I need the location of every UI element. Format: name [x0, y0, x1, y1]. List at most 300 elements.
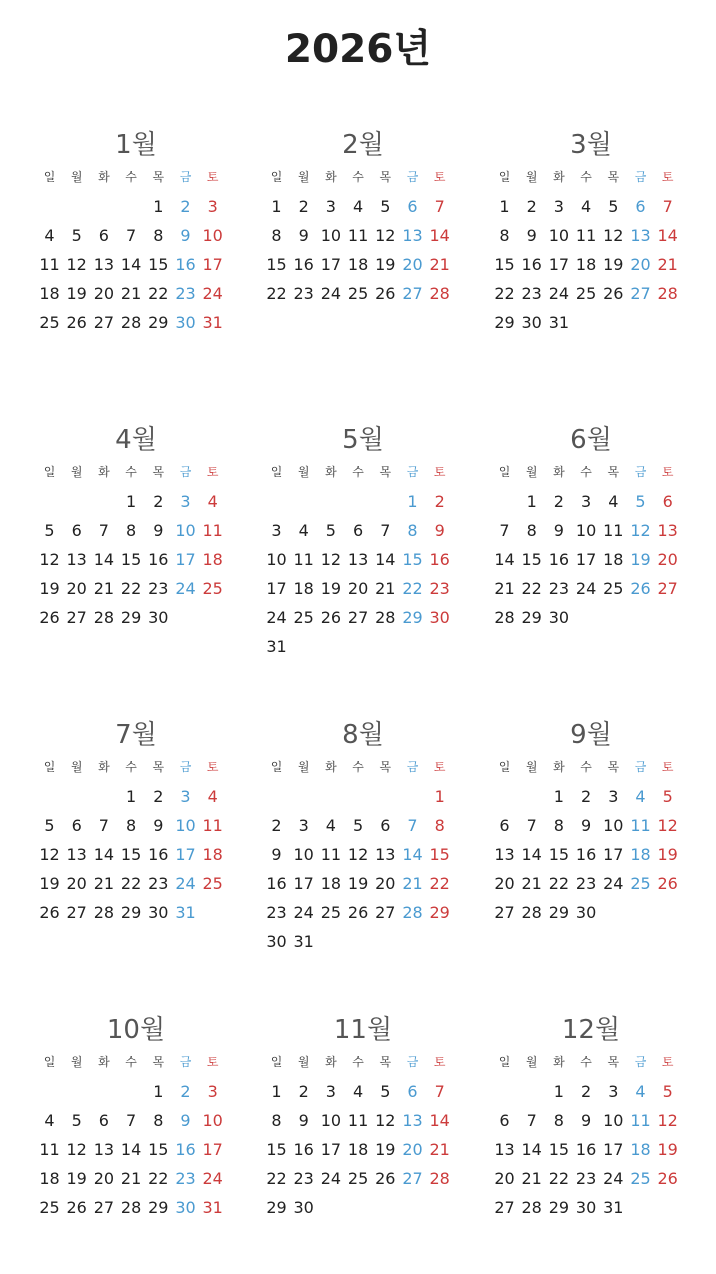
- day-cell[interactable]: 25: [347, 284, 369, 303]
- day-cell[interactable]: 18: [39, 284, 60, 303]
- day-cell[interactable]: 5: [71, 1111, 82, 1130]
- day-cell[interactable]: 13: [93, 255, 115, 274]
- day-cell[interactable]: 15: [266, 1140, 287, 1159]
- day-cell[interactable]: 23: [148, 874, 169, 893]
- day-cell[interactable]: 23: [175, 1169, 196, 1188]
- day-cell[interactable]: 2: [298, 197, 309, 216]
- day-cell[interactable]: 20: [494, 874, 515, 893]
- day-cell[interactable]: 13: [347, 550, 369, 569]
- day-cell[interactable]: 15: [521, 550, 542, 569]
- day-cell[interactable]: 11: [39, 1140, 60, 1159]
- day-cell[interactable]: 10: [320, 1111, 342, 1130]
- day-cell[interactable]: 28: [429, 1169, 450, 1188]
- day-cell[interactable]: 2: [298, 1082, 309, 1101]
- day-cell[interactable]: 5: [380, 197, 391, 216]
- day-cell[interactable]: 15: [548, 845, 570, 864]
- day-cell[interactable]: 27: [93, 313, 115, 332]
- day-cell[interactable]: 30: [175, 1198, 196, 1217]
- day-cell[interactable]: 16: [175, 255, 196, 274]
- day-cell[interactable]: 18: [202, 550, 223, 569]
- day-cell[interactable]: 17: [603, 845, 624, 864]
- day-cell[interactable]: 9: [298, 226, 309, 245]
- day-cell[interactable]: 4: [635, 787, 646, 806]
- day-cell[interactable]: 25: [630, 874, 651, 893]
- day-cell[interactable]: 18: [630, 845, 651, 864]
- day-cell[interactable]: 14: [402, 845, 423, 864]
- day-cell[interactable]: 17: [266, 579, 287, 598]
- day-cell[interactable]: 11: [202, 816, 223, 835]
- day-cell[interactable]: 9: [526, 226, 537, 245]
- day-cell[interactable]: 9: [153, 521, 164, 540]
- day-cell[interactable]: 28: [120, 1198, 142, 1217]
- day-cell[interactable]: 22: [548, 874, 570, 893]
- day-cell[interactable]: 21: [402, 874, 423, 893]
- day-cell[interactable]: 13: [630, 226, 651, 245]
- day-cell[interactable]: 18: [39, 1169, 60, 1188]
- day-cell[interactable]: 29: [494, 313, 515, 332]
- day-cell[interactable]: 11: [320, 845, 342, 864]
- day-cell[interactable]: 29: [429, 903, 450, 922]
- day-cell[interactable]: 14: [657, 226, 678, 245]
- day-cell[interactable]: 29: [548, 903, 570, 922]
- day-cell[interactable]: 14: [429, 226, 450, 245]
- day-cell[interactable]: 22: [402, 579, 423, 598]
- day-cell[interactable]: 4: [298, 521, 309, 540]
- day-cell[interactable]: 26: [66, 1198, 87, 1217]
- day-cell[interactable]: 5: [71, 226, 82, 245]
- day-cell[interactable]: 3: [298, 816, 309, 835]
- day-cell[interactable]: 23: [266, 903, 287, 922]
- day-cell[interactable]: 6: [635, 197, 646, 216]
- day-cell[interactable]: 21: [521, 874, 542, 893]
- day-cell[interactable]: 10: [548, 226, 570, 245]
- day-cell[interactable]: 28: [521, 903, 542, 922]
- day-cell[interactable]: 3: [271, 521, 282, 540]
- day-cell[interactable]: 18: [347, 1140, 369, 1159]
- day-cell[interactable]: 26: [630, 579, 651, 598]
- day-cell[interactable]: 17: [202, 255, 223, 274]
- day-cell[interactable]: 11: [603, 521, 624, 540]
- day-cell[interactable]: 30: [575, 1198, 597, 1217]
- day-cell[interactable]: 19: [657, 845, 678, 864]
- day-cell[interactable]: 15: [148, 255, 169, 274]
- day-cell[interactable]: 13: [494, 845, 515, 864]
- day-cell[interactable]: 17: [603, 1140, 624, 1159]
- day-cell[interactable]: 22: [148, 284, 169, 303]
- day-cell[interactable]: 29: [120, 903, 142, 922]
- day-cell[interactable]: 8: [499, 226, 510, 245]
- day-cell[interactable]: 1: [499, 197, 510, 216]
- day-cell[interactable]: 6: [499, 1111, 510, 1130]
- day-cell[interactable]: 31: [202, 313, 223, 332]
- day-cell[interactable]: 21: [93, 874, 115, 893]
- day-cell[interactable]: 24: [293, 903, 314, 922]
- day-cell[interactable]: 8: [407, 521, 418, 540]
- day-cell[interactable]: 16: [293, 1140, 314, 1159]
- day-cell[interactable]: 4: [635, 1082, 646, 1101]
- day-cell[interactable]: 31: [202, 1198, 223, 1217]
- day-cell[interactable]: 15: [148, 1140, 169, 1159]
- day-cell[interactable]: 1: [153, 197, 164, 216]
- day-cell[interactable]: 22: [494, 284, 515, 303]
- day-cell[interactable]: 24: [320, 284, 342, 303]
- day-cell[interactable]: 19: [375, 1140, 396, 1159]
- day-cell[interactable]: 18: [202, 845, 223, 864]
- day-cell[interactable]: 7: [98, 521, 109, 540]
- day-cell[interactable]: 6: [353, 521, 364, 540]
- day-cell[interactable]: 19: [66, 284, 87, 303]
- day-cell[interactable]: 23: [293, 1169, 314, 1188]
- day-cell[interactable]: 5: [380, 1082, 391, 1101]
- day-cell[interactable]: 16: [521, 255, 542, 274]
- day-cell[interactable]: 18: [603, 550, 624, 569]
- day-cell[interactable]: 7: [526, 1111, 537, 1130]
- day-cell[interactable]: 20: [402, 255, 423, 274]
- day-cell[interactable]: 11: [630, 1111, 651, 1130]
- day-cell[interactable]: 4: [608, 492, 619, 511]
- day-cell[interactable]: 19: [347, 874, 369, 893]
- day-cell[interactable]: 20: [66, 874, 87, 893]
- day-cell[interactable]: 11: [630, 816, 651, 835]
- day-cell[interactable]: 4: [44, 226, 55, 245]
- day-cell[interactable]: 12: [39, 550, 60, 569]
- day-cell[interactable]: 11: [39, 255, 60, 274]
- day-cell[interactable]: 30: [521, 313, 542, 332]
- day-cell[interactable]: 21: [521, 1169, 542, 1188]
- day-cell[interactable]: 15: [120, 845, 142, 864]
- day-cell[interactable]: 26: [320, 608, 342, 627]
- day-cell[interactable]: 12: [375, 226, 396, 245]
- day-cell[interactable]: 28: [93, 903, 115, 922]
- day-cell[interactable]: 16: [148, 550, 169, 569]
- day-cell[interactable]: 2: [153, 492, 164, 511]
- day-cell[interactable]: 24: [266, 608, 287, 627]
- day-cell[interactable]: 16: [575, 845, 597, 864]
- day-cell[interactable]: 10: [293, 845, 314, 864]
- day-cell[interactable]: 6: [499, 816, 510, 835]
- day-cell[interactable]: 5: [662, 787, 673, 806]
- day-cell[interactable]: 9: [298, 1111, 309, 1130]
- day-cell[interactable]: 4: [353, 197, 364, 216]
- day-cell[interactable]: 4: [353, 1082, 364, 1101]
- day-cell[interactable]: 17: [175, 845, 196, 864]
- day-cell[interactable]: 21: [429, 1140, 450, 1159]
- day-cell[interactable]: 23: [175, 284, 196, 303]
- day-cell[interactable]: 23: [575, 874, 597, 893]
- day-cell[interactable]: 16: [148, 845, 169, 864]
- day-cell[interactable]: 12: [347, 845, 369, 864]
- day-cell[interactable]: 8: [553, 816, 564, 835]
- day-cell[interactable]: 26: [375, 1169, 396, 1188]
- day-cell[interactable]: 21: [375, 579, 396, 598]
- day-cell[interactable]: 25: [347, 1169, 369, 1188]
- day-cell[interactable]: 27: [630, 284, 651, 303]
- day-cell[interactable]: 4: [581, 197, 592, 216]
- day-cell[interactable]: 23: [429, 579, 450, 598]
- day-cell[interactable]: 23: [521, 284, 542, 303]
- day-cell[interactable]: 25: [293, 608, 314, 627]
- day-cell[interactable]: 25: [39, 1198, 60, 1217]
- day-cell[interactable]: 24: [603, 1169, 624, 1188]
- day-cell[interactable]: 28: [521, 1198, 542, 1217]
- day-cell[interactable]: 3: [180, 492, 191, 511]
- day-cell[interactable]: 31: [548, 313, 570, 332]
- day-cell[interactable]: 8: [153, 226, 164, 245]
- day-cell[interactable]: 25: [575, 284, 597, 303]
- day-cell[interactable]: 27: [402, 284, 423, 303]
- day-cell[interactable]: 12: [39, 845, 60, 864]
- day-cell[interactable]: 2: [153, 787, 164, 806]
- day-cell[interactable]: 29: [521, 608, 542, 627]
- day-cell[interactable]: 5: [662, 1082, 673, 1101]
- day-cell[interactable]: 30: [148, 903, 169, 922]
- day-cell[interactable]: 19: [320, 579, 342, 598]
- day-cell[interactable]: 9: [271, 845, 282, 864]
- day-cell[interactable]: 20: [657, 550, 678, 569]
- day-cell[interactable]: 30: [575, 903, 597, 922]
- day-cell[interactable]: 23: [548, 579, 570, 598]
- day-cell[interactable]: 31: [293, 932, 314, 951]
- day-cell[interactable]: 22: [266, 284, 287, 303]
- day-cell[interactable]: 2: [581, 1082, 592, 1101]
- day-cell[interactable]: 20: [402, 1140, 423, 1159]
- day-cell[interactable]: 13: [375, 845, 396, 864]
- day-cell[interactable]: 13: [66, 845, 87, 864]
- day-cell[interactable]: 10: [320, 226, 342, 245]
- day-cell[interactable]: 10: [603, 1111, 624, 1130]
- day-cell[interactable]: 18: [293, 579, 314, 598]
- day-cell[interactable]: 6: [662, 492, 673, 511]
- day-cell[interactable]: 3: [325, 1082, 336, 1101]
- day-cell[interactable]: 26: [347, 903, 369, 922]
- day-cell[interactable]: 24: [175, 579, 196, 598]
- day-cell[interactable]: 17: [575, 550, 597, 569]
- day-cell[interactable]: 14: [429, 1111, 450, 1130]
- day-cell[interactable]: 24: [575, 579, 597, 598]
- day-cell[interactable]: 5: [608, 197, 619, 216]
- day-cell[interactable]: 15: [266, 255, 287, 274]
- day-cell[interactable]: 19: [657, 1140, 678, 1159]
- day-cell[interactable]: 16: [575, 1140, 597, 1159]
- day-cell[interactable]: 1: [553, 787, 564, 806]
- day-cell[interactable]: 27: [402, 1169, 423, 1188]
- day-cell[interactable]: 1: [126, 492, 137, 511]
- day-cell[interactable]: 30: [148, 608, 169, 627]
- day-cell[interactable]: 25: [202, 579, 223, 598]
- day-cell[interactable]: 3: [608, 787, 619, 806]
- day-cell[interactable]: 5: [44, 521, 55, 540]
- day-cell[interactable]: 21: [657, 255, 678, 274]
- day-cell[interactable]: 6: [98, 226, 109, 245]
- day-cell[interactable]: 14: [120, 255, 142, 274]
- day-cell[interactable]: 3: [325, 197, 336, 216]
- day-cell[interactable]: 8: [126, 521, 137, 540]
- day-cell[interactable]: 29: [148, 313, 169, 332]
- day-cell[interactable]: 21: [429, 255, 450, 274]
- day-cell[interactable]: 1: [271, 197, 282, 216]
- day-cell[interactable]: 14: [120, 1140, 142, 1159]
- day-cell[interactable]: 27: [494, 903, 515, 922]
- day-cell[interactable]: 26: [39, 903, 60, 922]
- day-cell[interactable]: 12: [320, 550, 342, 569]
- day-cell[interactable]: 26: [39, 608, 60, 627]
- day-cell[interactable]: 17: [293, 874, 314, 893]
- day-cell[interactable]: 29: [402, 608, 423, 627]
- day-cell[interactable]: 2: [271, 816, 282, 835]
- day-cell[interactable]: 20: [66, 579, 87, 598]
- day-cell[interactable]: 13: [494, 1140, 515, 1159]
- day-cell[interactable]: 3: [180, 787, 191, 806]
- day-cell[interactable]: 28: [494, 608, 515, 627]
- day-cell[interactable]: 27: [347, 608, 369, 627]
- day-cell[interactable]: 15: [402, 550, 423, 569]
- day-cell[interactable]: 1: [126, 787, 137, 806]
- day-cell[interactable]: 4: [44, 1111, 55, 1130]
- day-cell[interactable]: 2: [526, 197, 537, 216]
- day-cell[interactable]: 26: [66, 313, 87, 332]
- day-cell[interactable]: 23: [575, 1169, 597, 1188]
- day-cell[interactable]: 31: [603, 1198, 624, 1217]
- day-cell[interactable]: 14: [494, 550, 515, 569]
- day-cell[interactable]: 14: [521, 1140, 542, 1159]
- day-cell[interactable]: 9: [434, 521, 445, 540]
- day-cell[interactable]: 30: [293, 1198, 314, 1217]
- day-cell[interactable]: 10: [202, 226, 223, 245]
- day-cell[interactable]: 15: [120, 550, 142, 569]
- day-cell[interactable]: 28: [93, 608, 115, 627]
- day-cell[interactable]: 13: [402, 1111, 423, 1130]
- day-cell[interactable]: 17: [202, 1140, 223, 1159]
- day-cell[interactable]: 1: [526, 492, 537, 511]
- day-cell[interactable]: 7: [434, 1082, 445, 1101]
- day-cell[interactable]: 29: [148, 1198, 169, 1217]
- day-cell[interactable]: 18: [347, 255, 369, 274]
- day-cell[interactable]: 28: [120, 313, 142, 332]
- day-cell[interactable]: 14: [521, 845, 542, 864]
- day-cell[interactable]: 11: [575, 226, 597, 245]
- day-cell[interactable]: 6: [71, 521, 82, 540]
- day-cell[interactable]: 3: [581, 492, 592, 511]
- day-cell[interactable]: 1: [407, 492, 418, 511]
- day-cell[interactable]: 29: [120, 608, 142, 627]
- day-cell[interactable]: 22: [521, 579, 542, 598]
- day-cell[interactable]: 22: [548, 1169, 570, 1188]
- day-cell[interactable]: 11: [202, 521, 223, 540]
- day-cell[interactable]: 20: [347, 579, 369, 598]
- day-cell[interactable]: 25: [39, 313, 60, 332]
- day-cell[interactable]: 8: [434, 816, 445, 835]
- day-cell[interactable]: 25: [603, 579, 624, 598]
- day-cell[interactable]: 12: [630, 521, 651, 540]
- day-cell[interactable]: 23: [293, 284, 314, 303]
- day-cell[interactable]: 21: [93, 579, 115, 598]
- day-cell[interactable]: 14: [375, 550, 396, 569]
- day-cell[interactable]: 28: [375, 608, 396, 627]
- day-cell[interactable]: 1: [271, 1082, 282, 1101]
- day-cell[interactable]: 28: [429, 284, 450, 303]
- day-cell[interactable]: 15: [494, 255, 515, 274]
- day-cell[interactable]: 7: [126, 226, 137, 245]
- day-cell[interactable]: 18: [630, 1140, 651, 1159]
- day-cell[interactable]: 26: [375, 284, 396, 303]
- day-cell[interactable]: 1: [434, 787, 445, 806]
- day-cell[interactable]: 20: [375, 874, 396, 893]
- day-cell[interactable]: 15: [548, 1140, 570, 1159]
- day-cell[interactable]: 7: [407, 816, 418, 835]
- day-cell[interactable]: 9: [153, 816, 164, 835]
- day-cell[interactable]: 21: [120, 1169, 142, 1188]
- day-cell[interactable]: 22: [148, 1169, 169, 1188]
- day-cell[interactable]: 12: [375, 1111, 396, 1130]
- day-cell[interactable]: 20: [93, 284, 115, 303]
- day-cell[interactable]: 26: [657, 874, 678, 893]
- day-cell[interactable]: 22: [120, 874, 142, 893]
- day-cell[interactable]: 6: [407, 1082, 418, 1101]
- day-cell[interactable]: 12: [66, 255, 87, 274]
- day-cell[interactable]: 25: [630, 1169, 651, 1188]
- day-cell[interactable]: 9: [553, 521, 564, 540]
- day-cell[interactable]: 8: [126, 816, 137, 835]
- day-cell[interactable]: 24: [202, 1169, 223, 1188]
- day-cell[interactable]: 7: [526, 816, 537, 835]
- day-cell[interactable]: 2: [180, 1082, 191, 1101]
- day-cell[interactable]: 3: [553, 197, 564, 216]
- day-cell[interactable]: 3: [207, 197, 218, 216]
- day-cell[interactable]: 20: [494, 1169, 515, 1188]
- day-cell[interactable]: 7: [126, 1111, 137, 1130]
- day-cell[interactable]: 5: [44, 816, 55, 835]
- day-cell[interactable]: 27: [66, 608, 87, 627]
- day-cell[interactable]: 30: [266, 932, 287, 951]
- day-cell[interactable]: 5: [353, 816, 364, 835]
- day-cell[interactable]: 23: [148, 579, 169, 598]
- day-cell[interactable]: 6: [98, 1111, 109, 1130]
- day-cell[interactable]: 15: [429, 845, 450, 864]
- day-cell[interactable]: 2: [180, 197, 191, 216]
- day-cell[interactable]: 6: [71, 816, 82, 835]
- day-cell[interactable]: 19: [603, 255, 624, 274]
- day-cell[interactable]: 14: [93, 845, 115, 864]
- day-cell[interactable]: 24: [202, 284, 223, 303]
- day-cell[interactable]: 14: [93, 550, 115, 569]
- day-cell[interactable]: 19: [39, 874, 60, 893]
- day-cell[interactable]: 7: [662, 197, 673, 216]
- day-cell[interactable]: 12: [66, 1140, 87, 1159]
- day-cell[interactable]: 28: [402, 903, 423, 922]
- day-cell[interactable]: 9: [581, 1111, 592, 1130]
- day-cell[interactable]: 27: [375, 903, 396, 922]
- day-cell[interactable]: 2: [553, 492, 564, 511]
- day-cell[interactable]: 24: [548, 284, 570, 303]
- day-cell[interactable]: 27: [93, 1198, 115, 1217]
- day-cell[interactable]: 4: [207, 492, 218, 511]
- day-cell[interactable]: 28: [657, 284, 678, 303]
- day-cell[interactable]: 19: [66, 1169, 87, 1188]
- day-cell[interactable]: 6: [407, 197, 418, 216]
- day-cell[interactable]: 29: [548, 1198, 570, 1217]
- day-cell[interactable]: 30: [548, 608, 570, 627]
- day-cell[interactable]: 10: [575, 521, 597, 540]
- day-cell[interactable]: 2: [581, 787, 592, 806]
- day-cell[interactable]: 27: [494, 1198, 515, 1217]
- day-cell[interactable]: 11: [293, 550, 314, 569]
- day-cell[interactable]: 13: [93, 1140, 115, 1159]
- day-cell[interactable]: 7: [499, 521, 510, 540]
- day-cell[interactable]: 9: [180, 226, 191, 245]
- day-cell[interactable]: 31: [266, 637, 287, 656]
- day-cell[interactable]: 24: [603, 874, 624, 893]
- day-cell[interactable]: 19: [39, 579, 60, 598]
